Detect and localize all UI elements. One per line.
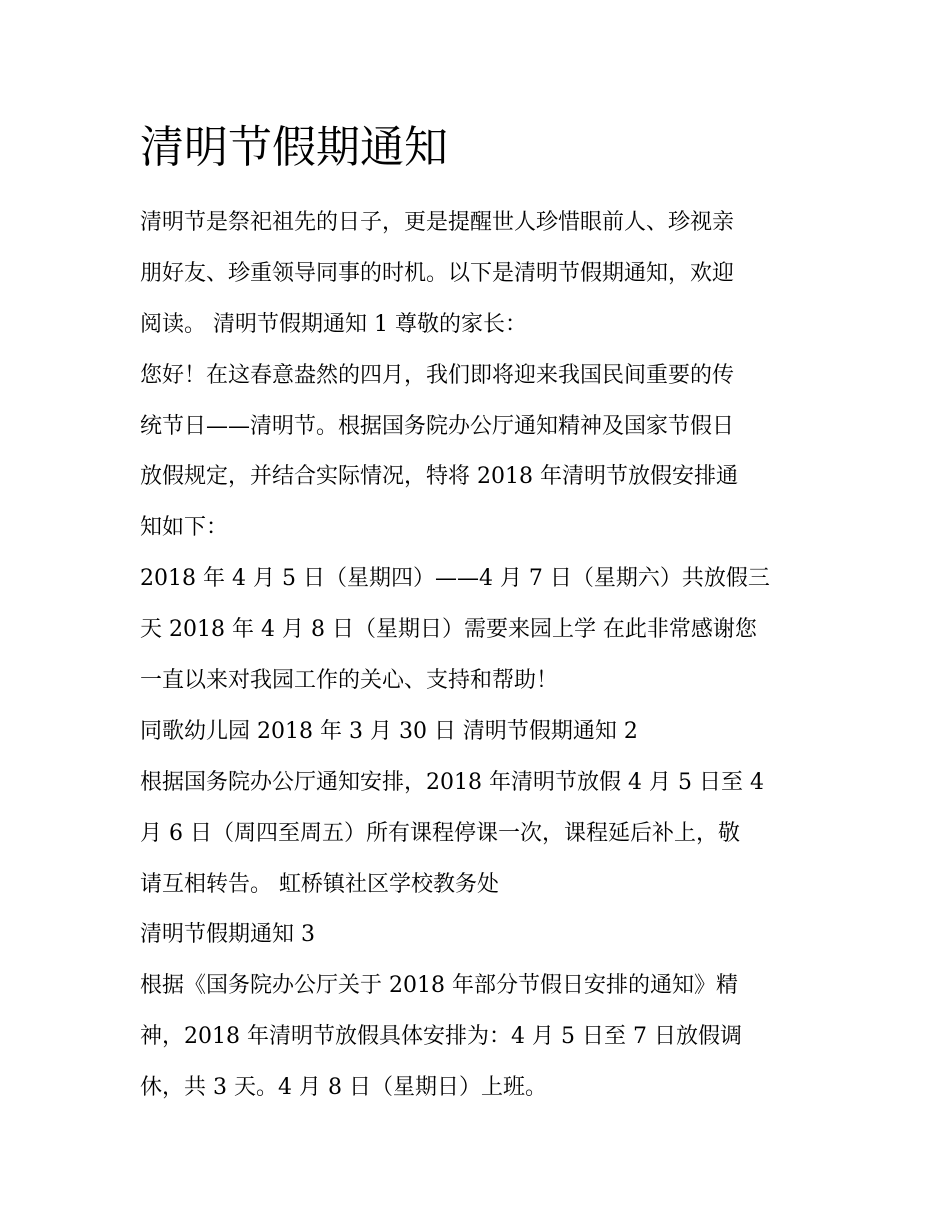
body-line: 统节日——清明节。根据国务院办公厅通知精神及国家节假日	[140, 413, 735, 439]
body-line: 阅读。 清明节假期通知 1 尊敬的家长：	[140, 311, 527, 337]
body-line: 知如下：	[140, 515, 229, 541]
body-line: 放假规定，并结合实际情况，特将 2018 年清明节放假安排通	[140, 464, 738, 490]
body-line: 清明节假期通知 3	[140, 922, 315, 948]
body-line: 休，共 3 天。4 月 8 日（星期日）上班。	[140, 1075, 547, 1101]
body-line: 请互相转告。 虹桥镇社区学校教务处	[140, 871, 499, 897]
body-line: 月 6 日（周四至周五）所有课程停课一次，课程延后补上，敬	[140, 820, 740, 846]
body-line: 神，2018 年清明节放假具体安排为：4 月 5 日至 7 日放假调	[140, 1024, 742, 1050]
body-line: 一直以来对我园工作的关心、支持和帮助！	[140, 668, 559, 694]
document-title: 清明节假期通知	[140, 122, 448, 173]
body-line: 天 2018 年 4 月 8 日（星期日）需要来园上学 在此非常感谢您	[140, 617, 757, 643]
body-line: 清明节是祭祀祖先的日子，更是提醒世人珍惜眼前人、珍视亲	[140, 210, 735, 235]
body-line: 您好！在这春意盎然的四月，我们即将迎来我国民间重要的传	[140, 362, 735, 388]
body-line: 同歌幼儿园 2018 年 3 月 30 日 清明节假期通知 2	[140, 718, 638, 744]
document-body	[140, 198, 820, 1114]
body-line: 根据国务院办公厅通知安排，2018 年清明节放假 4 月 5 日至 4	[140, 769, 764, 795]
body-line: 2018 年 4 月 5 日（星期四）——4 月 7 日（星期六）共放假三	[140, 566, 770, 592]
body-line: 根据《国务院办公厅关于 2018 年部分节假日安排的通知》精	[140, 973, 738, 999]
body-line: 朋好友、珍重领导同事的时机。以下是清明节假期通知，欢迎	[140, 260, 735, 286]
